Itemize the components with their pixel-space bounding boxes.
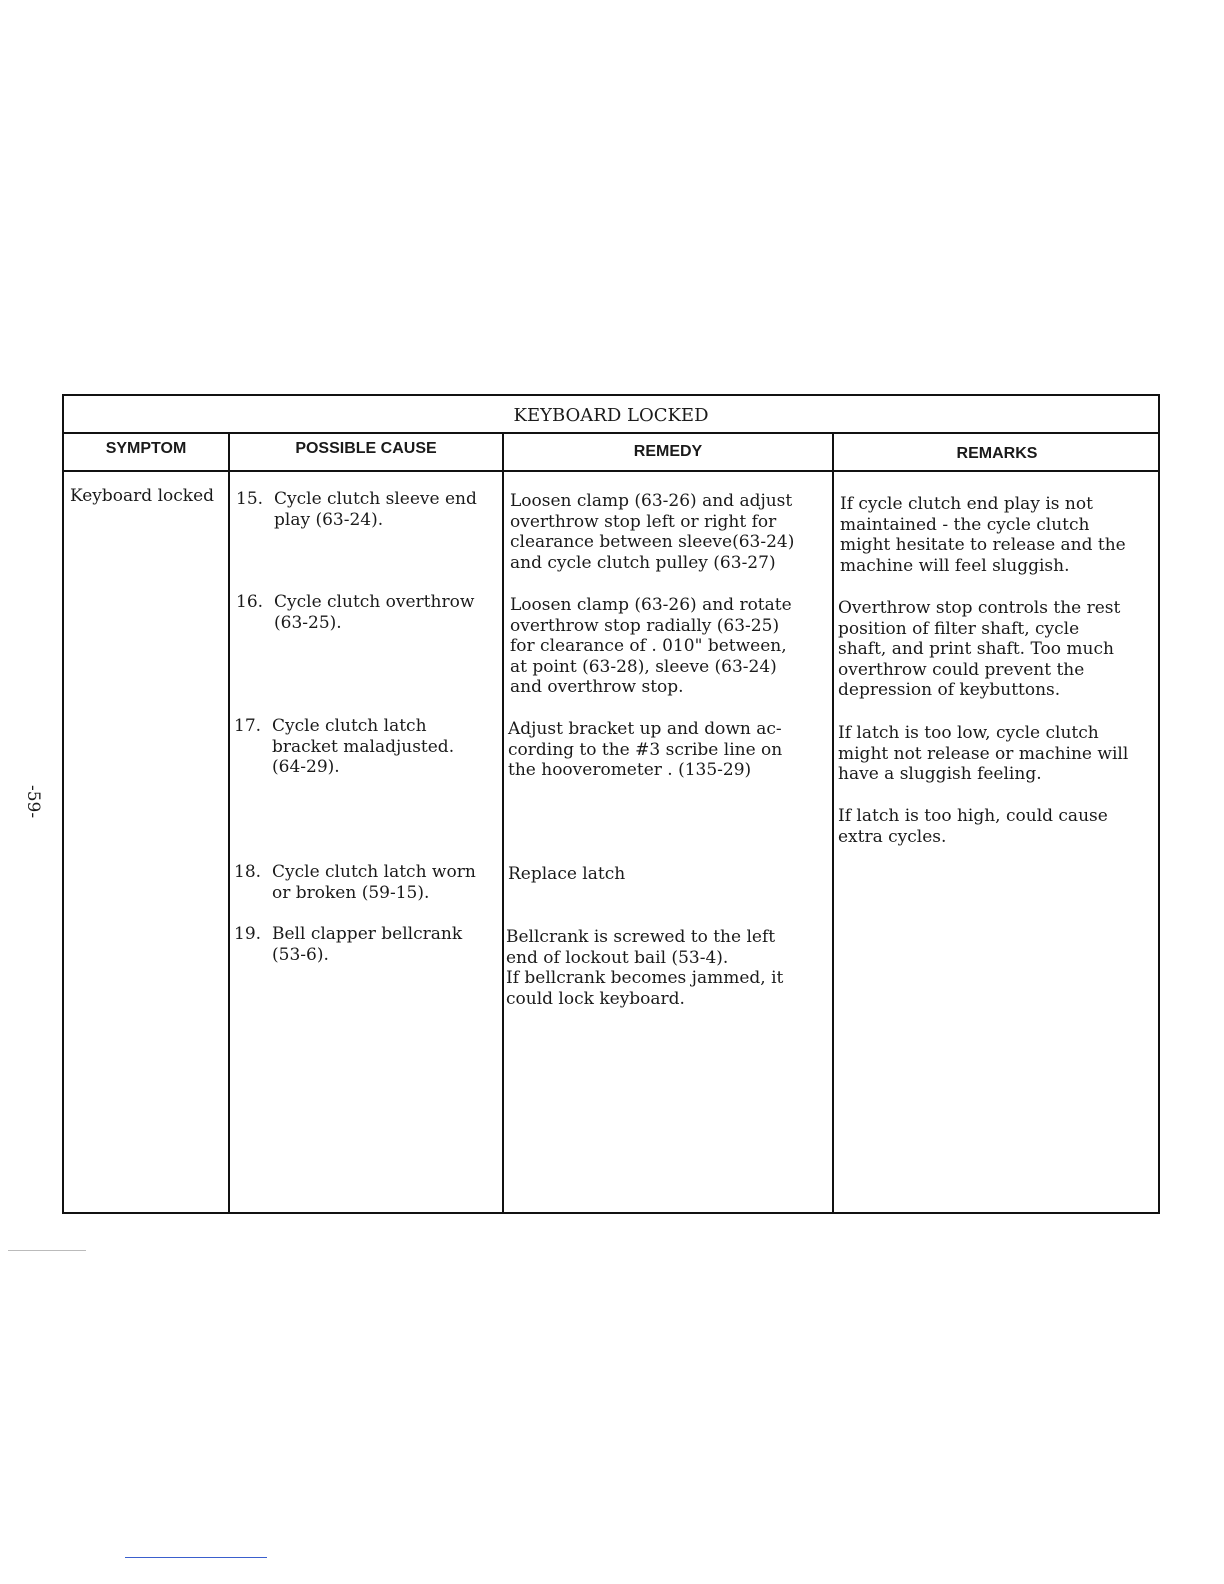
cause-item-17 [234,716,496,782]
remedy-text-17: Adjust bracket up and down ac- cording to the #3 scribe line on the hooverometer . (135-29) [508,719,783,780]
header-remedy: REMEDY [633,443,703,460]
cause-text: Bell clapper bellcrank (53-6). [272,924,463,965]
header-possible-cause: POSSIBLE CAUSE [295,440,437,457]
remedy-text-16: Loosen clamp (63-26) and rotate overthrow stop radially (63-25) for clearance of . 010" between, at point (63-28), sleeve (63-24) and overthrow stop. [510,595,792,697]
remedy-text-18: Replace latch [508,864,626,884]
cause-text: Cycle clutch overthrow (63-25). [274,592,475,633]
symptom-cell: Keyboard locked [70,486,215,506]
cause-item-18 [234,862,496,906]
remarks-text-15: If cycle clutch end play is not maintained - the cycle clutch might hesitate to release and the machine will feel sluggish. [840,494,1126,576]
scan-artifact-rule [125,1557,267,1558]
page-number: -59- [23,785,43,819]
cause-number: 18. [234,862,262,882]
remarks-text-17: If latch is too low, cycle clutch might not release or machine will have a sluggish feeling. [838,723,1129,784]
table-title: KEYBOARD LOCKED [64,396,1158,434]
cause-number: 16. [236,592,264,612]
cause-item-19 [234,924,496,968]
header-remarks: REMARKS [956,445,1038,462]
remedy-text-15: Loosen clamp (63-26) and adjust overthrow stop left or right for clearance between sleeve(63-24) and cycle clutch pulley (63-27) [510,491,795,573]
column-divider [832,434,834,1212]
cause-number: 17. [234,716,262,736]
cause-item-16 [236,592,498,636]
remedy-text-19: Bellcrank is screwed to the left end of lockout bail (53-4). If bellcrank becomes jammed, it could lock keyboard. [506,927,784,1009]
troubleshooting-table [62,394,1160,1214]
header-symptom: SYMPTOM [105,440,187,457]
column-divider [502,434,504,1212]
scan-artifact-rule [8,1250,86,1251]
remarks-extra-17: If latch is too high, could cause extra cycles. [838,806,1108,847]
cause-text: Cycle clutch latch bracket maladjusted. (64-29). [272,716,455,777]
cause-text: Cycle clutch latch worn or broken (59-15). [272,862,476,903]
cause-item-15 [236,489,498,533]
cause-number: 19. [234,924,262,944]
cause-text: Cycle clutch sleeve end play (63-24). [274,489,477,530]
remarks-text-16: Overthrow stop controls the rest position of filter shaft, cycle shaft, and print shaft. Too much overthrow could prevent the depression of keybuttons. [838,598,1121,700]
column-divider [228,434,230,1212]
cause-number: 15. [236,489,264,509]
